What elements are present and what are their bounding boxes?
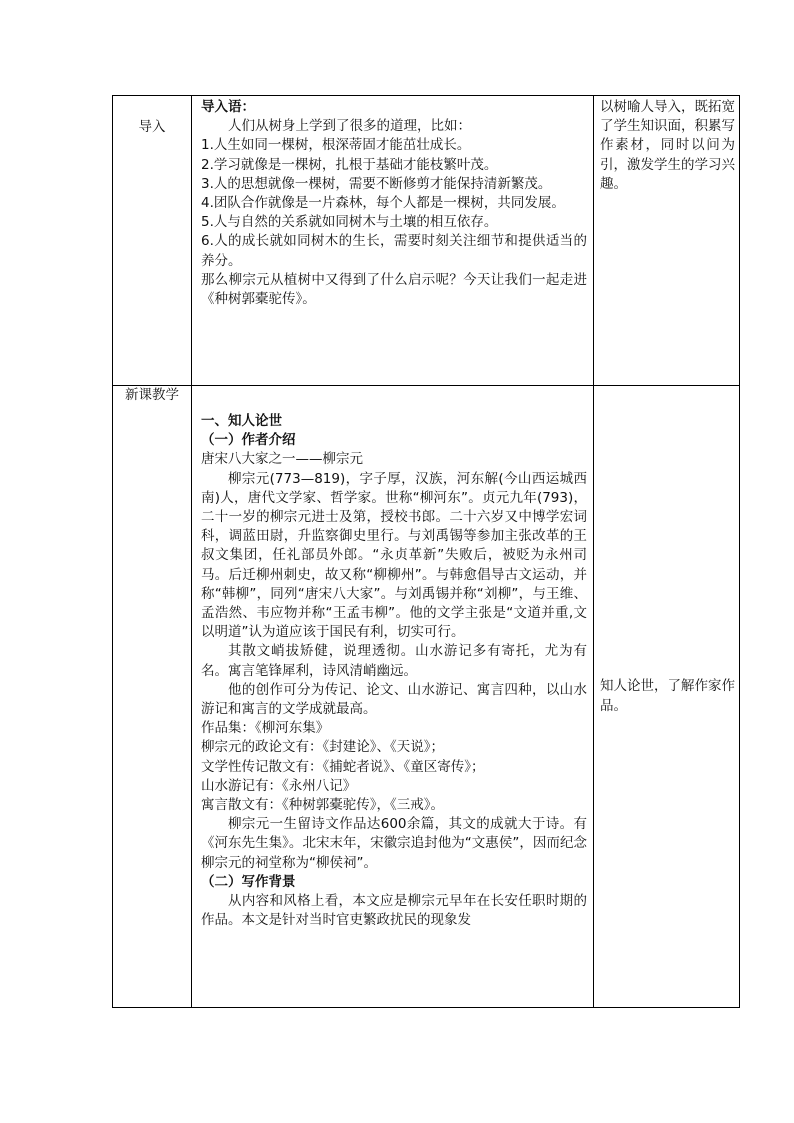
author-legacy: 柳宗元一生留诗文作品达600余篇，其文的成就大于诗。有《河东先生集》。北宋末年，宋徽宗追封他为“文惠侯”，因而纪念柳宗元的祠堂称为“柳侯祠”。 <box>201 816 587 871</box>
design-note: 以树喻人导入，既拓宽了学生知识面，积累写作素材，同时以问为引，激发学生的学习兴趣。 <box>594 96 740 386</box>
intro-heading: 导入语： <box>201 99 255 115</box>
subsection-heading: （一）作者介绍 <box>201 432 296 449</box>
intro-content <box>192 96 594 386</box>
works-item: 文学性传记散文有：《捕蛇者说》、《童区寄传》； <box>201 758 485 775</box>
author-tagline: 唐宋八大家之一——柳宗元 <box>201 451 363 468</box>
stage-label: 导入 <box>113 96 192 386</box>
design-note <box>594 386 740 1008</box>
list-item: 4.团队合作就像是一片森林，每个人都是一棵树，共同发展。 <box>201 195 565 212</box>
works-item: 寓言散文有：《种树郭橐驼传》，《三戒》。 <box>201 797 444 814</box>
list-item: 1.人生如同一棵树，根深蒂固才能茁壮成长。 <box>201 137 471 154</box>
table-row-intro <box>113 96 740 386</box>
list-item: 3.人的思想就像一棵树，需要不断修剪才能保持清新繁茂。 <box>201 175 552 192</box>
subsection-heading: （二）写作背景 <box>201 873 296 890</box>
lesson-plan-table <box>112 95 740 1008</box>
design-note-text: 知人论世，了解作家作品。 <box>600 678 735 714</box>
intro-text: 人们从树身上学到了很多的道理，比如： <box>228 118 471 135</box>
list-item: 5.人与自然的关系就如同树木与土壤的相互依存。 <box>201 214 498 231</box>
list-item: 2.学习就像是一棵树，扎根于基础才能枝繁叶茂。 <box>201 156 498 173</box>
list-item: 6.人的成长就如同树木的生长，需要时刻关注细节和提供适当的养分。 <box>201 233 587 269</box>
section-heading: 一、知人论世 <box>201 413 282 429</box>
author-bio: 柳宗元(773—819)，字子厚，汉族，河东解(今山西运城西南)人，唐代文学家、哲学家。世称“柳河东”。贞元九年(793)，二十一岁的柳宗元进士及第，授校书郎。二十六岁又中博学宏词科，调蓝田尉，升监察御史里行。与刘禹锡等参加主张改革的王叔文集团，任礼部员外郎。“永贞革新”失败后，被贬为永州司马。后迁柳州刺史，故又称“柳柳州”。与韩愈倡导古文运动，并称“韩柳”，同列“唐宋八大家”。与刘禹锡并称“刘柳”，与王维、孟浩然、韦应物并称“王孟韦柳”。他的文学主张是“文道并重,文以明道”认为道应该于国民有利，切实可行。 <box>201 470 587 641</box>
works-intro: 他的创作可分为传记、论文、山水游记、寓言四种，以山水游记和寓言的文学成就最高。 <box>201 681 587 718</box>
author-style: 其散文峭拔矫健，说理透彻。山水游记多有寄托，尤为有名。寓言笔锋犀利，诗风清峭幽远。 <box>201 643 587 679</box>
table-row-new-lesson <box>113 386 740 1008</box>
works-item: 柳宗元的政论文有：《封建论》、《天说》； <box>201 739 444 756</box>
lesson-content <box>192 386 594 1008</box>
stage-label: 新课教学 <box>113 386 192 1008</box>
writing-background: 从内容和风格上看，本文应是柳宗元早年在长安任职时期的作品。本文是针对当时官吏繁政扰民的现象发 <box>201 893 587 929</box>
works-item: 山水游记有：《永州八记》 <box>201 777 357 794</box>
intro-closing: 那么柳宗元从植树中又得到了什么启示呢？今天让我们一起走进《种树郭橐驼传》。 <box>201 271 587 308</box>
works-item: 作品集：《柳河东集》 <box>201 720 330 737</box>
